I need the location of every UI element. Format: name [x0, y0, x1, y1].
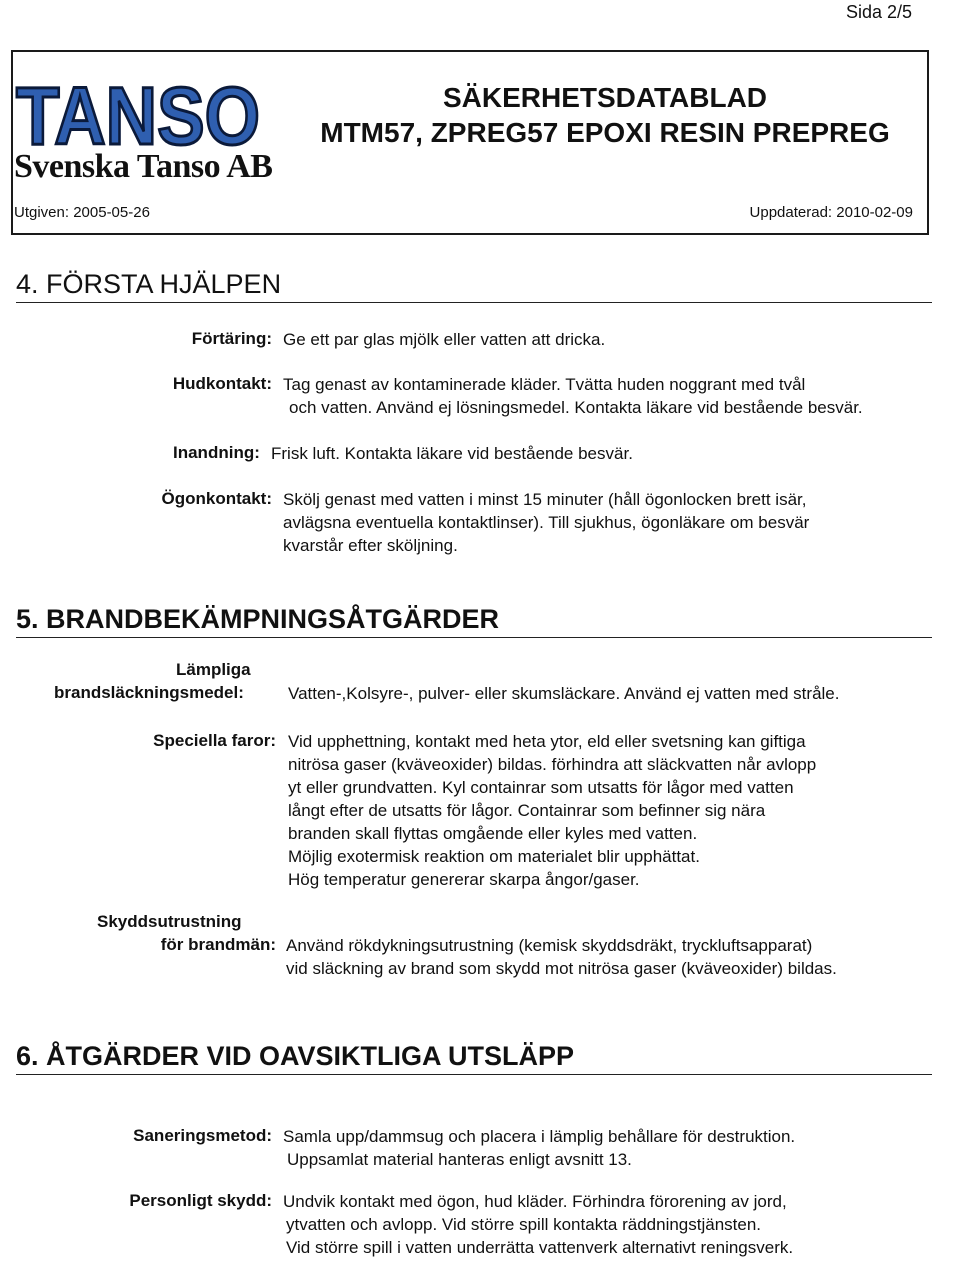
issued-date: Utgiven: 2005-05-26 — [14, 204, 150, 221]
personal-line-3: Vid större spill i vatten underrätta vattenverk alternativt reningsverk. — [286, 1238, 794, 1257]
inhalation-text: Frisk luft. Kontakta läkare vid bestående besvär. — [271, 444, 633, 463]
document-title: SÄKERHETSDATABLAD — [442, 82, 768, 113]
cleanup-method-label: Saneringsmetod: — [133, 1126, 272, 1145]
special-hazards-label: Speciella faror: — [153, 731, 276, 750]
hazards-line-6: Möjlig exotermisk reaktion om materialet blir upphättat. — [288, 847, 700, 866]
logo-wordmark: TANSO — [16, 76, 260, 152]
hazards-line-2: nitrösa gaser (kväveoxider) bildas. förhindra att släckvatten når avlopp — [288, 755, 817, 774]
eye-contact-label: Ögonkontakt: — [161, 489, 272, 508]
tanso-logo — [14, 76, 264, 152]
ppe-label-line-2: för brandmän: — [160, 935, 276, 954]
ppe-line-2: vid släckning av brand som skydd mot nitrösa gaser (kväveoxider) bildas. — [286, 959, 837, 978]
hazards-line-4: långt efter de utsatts för lågor. Containrar som befinner sig nära — [288, 801, 766, 820]
eye-contact-line-2: avlägsna eventuella kontaktlinser). Till sjukhus, ögonläkare om besvär — [283, 513, 810, 532]
hazards-line-3: yt eller grundvatten. Kyl containrar som utsatts för lågor med vatten — [288, 778, 794, 797]
section-5-heading: 5. BRANDBEKÄMPNINGSÅTGÄRDER — [16, 605, 932, 638]
personal-line-2: ytvatten och avlopp. Vid större spill kontakta räddningstjänsten. — [286, 1215, 762, 1234]
eye-contact-line-3: kvarstår efter sköljning. — [283, 536, 458, 555]
ppe-label-line-1: Skyddsutrustning — [97, 912, 242, 931]
extinguishing-text: Vatten-,Kolsyre-, pulver- eller skumsläckare. Använd ej vatten med stråle. — [288, 684, 840, 703]
skin-contact-line-1: Tag genast av kontaminerade kläder. Tvätta huden noggrant med tvål — [283, 375, 806, 394]
cleanup-line-1: Samla upp/dammsug och placera i lämplig behållare för destruktion. — [283, 1127, 796, 1146]
ingestion-text: Ge ett par glas mjölk eller vatten att dricka. — [283, 330, 606, 349]
hazards-line-7: Hög temperatur genererar skarpa ångor/gaser. — [288, 870, 640, 889]
extinguishing-label-line-2: brandsläckningsmedel: — [54, 683, 244, 702]
skin-contact-label: Hudkontakt: — [172, 374, 272, 393]
eye-contact-line-1: Skölj genast med vatten i minst 15 minuter (håll ögonlocken brett isär, — [283, 490, 807, 509]
section-6-heading: 6. ÅTGÄRDER VID OAVSIKTLIGA UTSLÄPP — [16, 1042, 932, 1075]
company-name: Svenska Tanso AB — [14, 148, 273, 185]
extinguishing-label-line-1: Lämpliga — [176, 660, 251, 679]
page-number: Sida 2/5 — [845, 2, 912, 22]
personal-protection-label: Personligt skydd: — [129, 1191, 272, 1210]
cleanup-line-2: Uppsamlat material hanteras enligt avsnitt 13. — [287, 1150, 632, 1169]
hazards-line-1: Vid upphettning, kontakt med heta ytor, eld eller svetsning kan giftiga — [288, 732, 806, 751]
updated-date: Uppdaterad: 2010-02-09 — [749, 204, 913, 221]
personal-line-1: Undvik kontakt med ögon, hud kläder. Förhindra förorening av jord, — [283, 1192, 787, 1211]
skin-contact-line-2: och vatten. Använd ej lösningsmedel. Kontakta läkare vid bestående besvär. — [289, 398, 863, 417]
section-4-heading: 4. FÖRSTA HJÄLPEN — [16, 270, 932, 303]
product-title: MTM57, ZPREG57 EPOXI RESIN PREPREG — [320, 117, 890, 148]
ppe-line-1: Använd rökdykningsutrustning (kemisk skyddsdräkt, tryckluftsapparat) — [286, 936, 813, 955]
ingestion-label: Förtäring: — [191, 329, 272, 348]
hazards-line-5: branden skall flyttas omgående eller kyles med vatten. — [288, 824, 698, 843]
inhalation-label: Inandning: — [173, 443, 260, 462]
